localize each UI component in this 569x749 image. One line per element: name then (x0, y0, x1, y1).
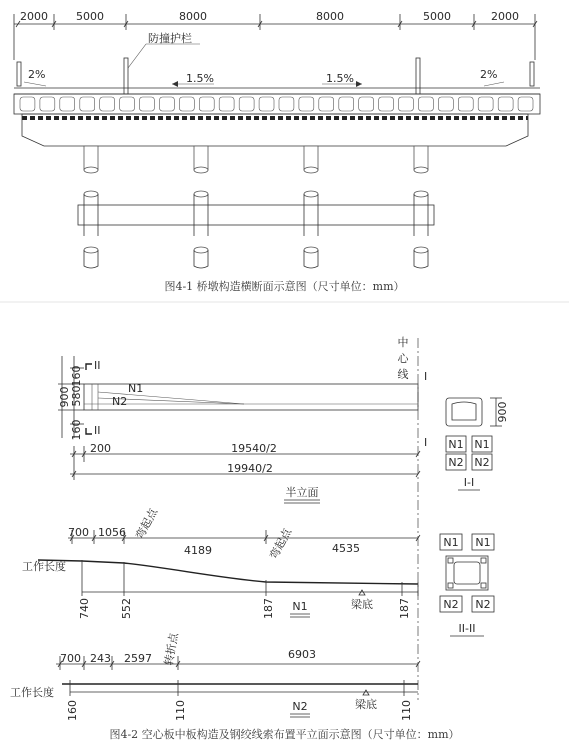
fig2-centerline-char-1: 中 (397, 336, 409, 349)
fig1-dim-2: 5000 (76, 10, 104, 23)
slab-cell (419, 97, 434, 111)
fig1-end-post-left (17, 62, 21, 86)
slab-cell (359, 97, 374, 111)
fig2-n2-height-160: 160 (66, 700, 79, 721)
fig2-n2-work-length: 工作长度 (10, 686, 54, 699)
fig1-slope-arrow-4 (484, 82, 504, 86)
fig2-section-I-top-label: I (424, 370, 428, 383)
fig1-slope-3: 1.5% (326, 72, 354, 85)
fig2-n1-height-187-right: 187 (398, 598, 411, 619)
fig2-plan-dim-160-bottom: 160 (70, 419, 83, 441)
fig1-barrier-label: 防撞护栏 (148, 32, 192, 45)
fig2-plan-title: 半立面 (285, 486, 319, 499)
fig2-plan-dim-160-top: 160 (70, 365, 83, 387)
fig2-n1-bend-point-1: 弯起点 (133, 506, 161, 542)
fig2-centerline-char-2: 心 (397, 352, 409, 365)
fig2-n1-tendon-profile (38, 560, 418, 584)
fig1-barrier-leader-2 (128, 44, 146, 68)
slab-cell (518, 97, 533, 111)
fig2-section-II-bottom-label: II (94, 424, 101, 437)
fig2-n1-elevation (22, 505, 420, 619)
fig2-n1-dim-4535: 4535 (332, 542, 360, 555)
slab-cell (179, 97, 194, 111)
fig1-slope-2: 1.5% (186, 72, 214, 85)
slab-cell (438, 97, 453, 111)
fig1-slope-1: 2% (28, 68, 46, 81)
fig2-n2-dim-2597: 2597 (124, 652, 152, 665)
fig2-n2-beam-bottom-label: 梁底 (355, 698, 377, 711)
fig2-n2-title: N2 (292, 700, 308, 713)
fig2-n1-title: N1 (292, 600, 308, 613)
fig2-n1-dim-700: 700 (68, 526, 89, 539)
fig2-section-I (446, 398, 509, 490)
fig1-tie-beam (78, 191, 434, 236)
fig2-section-I-title: I-I (463, 476, 475, 489)
fig2-section-II-n2-left: N2 (443, 598, 459, 611)
fig2-section-II-top-mark (86, 364, 92, 370)
fig2-n1-dim-4189: 4189 (184, 544, 212, 557)
fig2-section-II-title: II-II (458, 622, 476, 635)
fig2-section-I-n2-left: N2 (448, 456, 464, 469)
fig2-plan-view (58, 356, 427, 503)
fig1-dim-4: 8000 (316, 10, 344, 23)
slab-cell (100, 97, 115, 111)
fig2-section-I-void (452, 402, 476, 420)
slab-cell (120, 97, 135, 111)
fig1-slope-arrow-1 (24, 82, 46, 86)
fig1-deck (14, 88, 540, 118)
fig1-dim-6: 2000 (491, 10, 519, 23)
slab-cell (339, 97, 354, 111)
fig1-slope-arrowhead-2 (172, 81, 178, 87)
fig2-section-II-void (454, 562, 480, 584)
slab-cell (259, 97, 274, 111)
fig2-n2-height-110-left: 110 (174, 700, 187, 721)
fig2-n2-beam-bottom-triangle (363, 690, 369, 695)
slab-cell (458, 97, 473, 111)
fig1-piles (84, 247, 428, 268)
fig2-section-II-n2-right: N2 (475, 598, 491, 611)
fig2-n2-height-110-right: 110 (400, 700, 413, 721)
fig2-section-II-top-label: II (94, 359, 101, 372)
slab-cell (40, 97, 55, 111)
fig2-centerline-char-3: 线 (397, 368, 409, 381)
slab-cell (239, 97, 254, 111)
fig2-n2-dim-6903: 6903 (288, 648, 316, 661)
fig2-plan-dim-580: 580 (70, 385, 83, 407)
fig2-n1-height-187-left: 187 (262, 598, 275, 619)
fig2-section-II-n1-right: N1 (475, 536, 491, 549)
fig2-section-I-height: 900 (496, 401, 509, 423)
slab-cell (379, 97, 394, 111)
slab-cell (478, 97, 493, 111)
slab-cell (60, 97, 75, 111)
slab-cell (299, 97, 314, 111)
slab-cell (199, 97, 214, 111)
slab-cell (498, 97, 513, 111)
fig2-plan-dim-900: 900 (58, 386, 71, 408)
fig2-plan-dim-200: 200 (90, 442, 111, 455)
fig1-cross-section (0, 10, 569, 302)
fig2-n1-beam-bottom-triangle (359, 590, 365, 595)
fig2-n2-elevation (10, 631, 420, 721)
fig2-plan-n1-label: N1 (128, 382, 144, 395)
fig1-slope-4: 2% (480, 68, 498, 81)
fig2-section-I-n1-left: N1 (448, 438, 464, 451)
fig2-section-II-outline (446, 556, 488, 590)
slab-cell (219, 97, 234, 111)
fig2-n2-turn-point: 转折点 (162, 631, 181, 667)
fig2-section-II-bottom-mark (86, 428, 92, 434)
slab-cell (140, 97, 155, 111)
fig2-n1-bend-point-2: 弯起点 (267, 526, 295, 562)
fig2-n1-beam-bottom-label: 梁底 (351, 598, 373, 611)
fig2-n1-dim-1056: 1056 (98, 526, 126, 539)
fig2-n1-work-length: 工作长度 (22, 560, 66, 573)
fig2-n1-height-552: 552 (120, 598, 133, 619)
fig1-dim-5: 5000 (423, 10, 451, 23)
fig1-barrier-post-right (416, 58, 420, 94)
fig2-n1-height-740: 740 (78, 598, 91, 619)
fig2-section-I-bottom-label: I (424, 436, 428, 449)
fig2-plan-n2-label: N2 (112, 395, 128, 408)
slab-cell (399, 97, 414, 111)
fig1-dim-3: 8000 (179, 10, 207, 23)
slab-cell (319, 97, 334, 111)
slab-cell (160, 97, 175, 111)
fig1-end-post-right (530, 62, 534, 86)
fig1-slope-arrowhead-3 (356, 81, 362, 87)
fig2-section-II-n1-left: N1 (443, 536, 459, 549)
fig1-dim-1: 2000 (20, 10, 48, 23)
fig1-caption: 图4-1 桥墩构造横断面示意图（尺寸单位：mm） (164, 280, 405, 293)
fig2-caption: 图4-2 空心板中板构造及钢绞线索布置平立面示意图（尺寸单位：mm） (109, 728, 460, 741)
fig2-plan-dim-19940: 19940/2 (227, 462, 273, 475)
fig2-plan-dim-19540: 19540/2 (231, 442, 277, 455)
fig2-section-II (440, 534, 494, 636)
fig2-n2-dim-700: 700 (60, 652, 81, 665)
fig2-n2-dim-243: 243 (90, 652, 111, 665)
slab-cell (20, 97, 35, 111)
slab-cell (80, 97, 95, 111)
fig1-barrier-post-left (124, 58, 128, 94)
fig1-slab-cells (20, 97, 533, 111)
fig2-section-I-n1-right: N1 (474, 438, 490, 451)
fig1-pier-columns (84, 146, 428, 173)
fig2-section-I-n2-right: N2 (474, 456, 490, 469)
slab-cell (279, 97, 294, 111)
